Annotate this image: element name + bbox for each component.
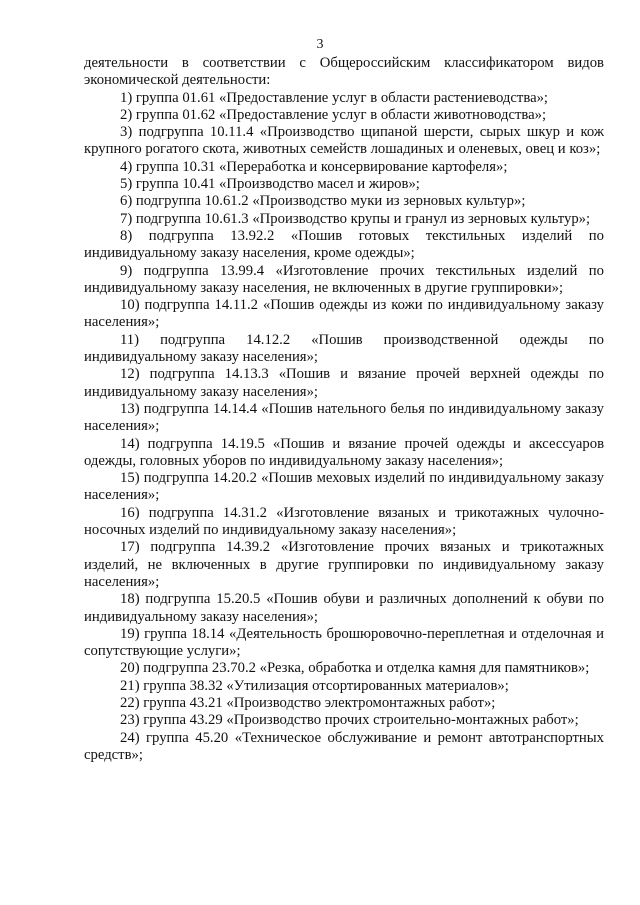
list-item: 12) подгруппа 14.13.3 «Пошив и вязание прочей верхней одежды по индивидуальному заказу населения»; (84, 366, 604, 400)
list-item: 23) группа 43.29 «Производство прочих строительно-монтажных работ»; (120, 712, 579, 729)
list-item: 17) подгруппа 14.39.2 «Изготовление прочих вязаных и трикотажных изделий, не включенных в другие группировки по индивидуальному заказу населения»; (84, 539, 604, 590)
list-item: 22) группа 43.21 «Производство электромонтажных работ»; (120, 694, 496, 711)
list-item: 10) подгруппа 14.11.2 «Пошив одежды из кожи по индивидуальному заказу населения»; (84, 297, 604, 331)
list-item: 18) подгруппа 15.20.5 «Пошив обуви и различных дополнений к обуви по индивидуальному заказу населения»; (84, 591, 604, 625)
list-item: 9) подгруппа 13.99.4 «Изготовление прочих текстильных изделий по индивидуальному заказу населения, не включенных в другие группировки»; (84, 262, 604, 296)
intro-paragraph: деятельности в соответствии с Общероссийским классификатором видов экономической деятельности: (84, 55, 604, 89)
list-item: 11) подгруппа 14.12.2 «Пошив производственной одежды по индивидуальному заказу населения»; (84, 331, 604, 366)
list-item: 5) группа 10.41 «Производство масел и жиров»; (120, 176, 420, 193)
list-item: 21) группа 38.32 «Утилизация отсортированных материалов»; (120, 677, 509, 694)
list-item: 6) подгруппа 10.61.2 «Производство муки из зерновых культур»; (120, 193, 526, 210)
list-item: 16) подгруппа 14.31.2 «Изготовление вязаных и трикотажных чулочно-носочных изделий по индивидуальному заказу населения»; (84, 504, 604, 539)
page-number: 3 (316, 37, 324, 52)
list-item: 19) группа 18.14 «Деятельность брошюровочно-переплетная и отделочная и сопутствующие услуги»; (84, 625, 604, 660)
list-item: 24) группа 45.20 «Техническое обслуживание и ремонт автотранспортных средств»; (84, 729, 604, 763)
list-item: 1) группа 01.61 «Предоставление услуг в области растениеводства»; (120, 89, 549, 106)
list-item: 20) подгруппа 23.70.2 «Резка, обработка и отделка камня для памятников»; (120, 660, 590, 677)
list-item: 15) подгруппа 14.20.2 «Пошив меховых изделий по индивидуальному заказу населения»; (84, 470, 604, 504)
list-item: 2) группа 01.62 «Предоставление услуг в области животноводства»; (120, 106, 547, 123)
list-item: 14) подгруппа 14.19.5 «Пошив и вязание прочей одежды и аксессуаров одежды, головных уборов по индивидуальному заказу населения»; (84, 435, 604, 469)
list-item: 13) подгруппа 14.14.4 «Пошив нательного белья по индивидуальному заказу населения»; (84, 400, 604, 435)
list-item: 4) группа 10.31 «Переработка и консервирование картофеля»; (120, 158, 508, 175)
list-item: 3) подгруппа 10.11.4 «Производство щипаной шерсти, сырых шкур и кож крупного рогатого скота, животных семейств лошадиных и оленевых, овец и коз»; (84, 124, 604, 158)
document-body (84, 55, 604, 764)
list-item: 8) подгруппа 13.92.2 «Пошив готовых текстильных изделий по индивидуальному заказу населения, кроме одежды»; (84, 227, 604, 262)
list-item: 7) подгруппа 10.61.3 «Производство крупы и гранул из зерновых культур»; (120, 210, 591, 227)
